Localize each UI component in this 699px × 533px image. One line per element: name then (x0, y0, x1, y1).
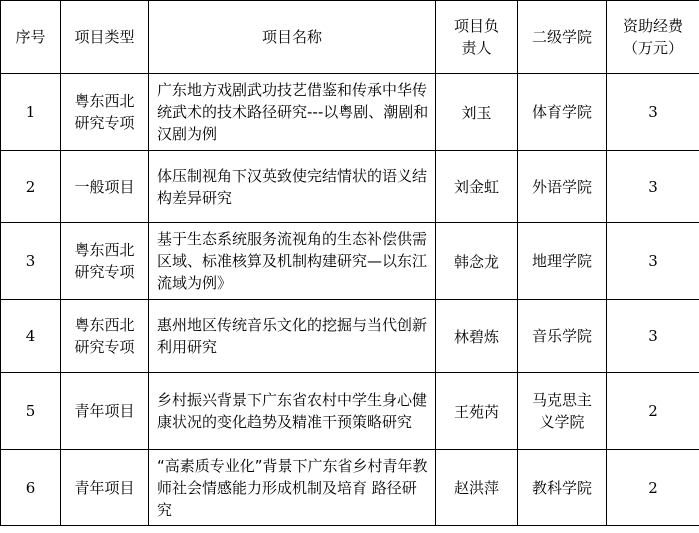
header-name: 项目名称 (149, 1, 436, 74)
row-type (61, 151, 149, 223)
row-lead: 林碧炼 (436, 300, 518, 373)
row-type (61, 223, 149, 300)
row-funding: 3 (607, 151, 699, 223)
header-lead-line2: 责人 (461, 39, 492, 57)
header-lead (436, 1, 518, 74)
row-college-line2: 义学院 (539, 413, 585, 431)
header-index: 序号 (1, 1, 61, 74)
row-lead: 王苑芮 (436, 373, 518, 450)
row-type-line1: 粤东西北 (74, 316, 135, 334)
row-college (518, 151, 607, 223)
header-funding (607, 1, 699, 74)
row-type (61, 373, 149, 450)
row-project-name: “高素质专业化”背景下广东省乡村青年教师社会情感能力形成机制及培育 路径研究 (149, 450, 436, 526)
row-project-name: 乡村振兴背景下广东省农村中学生身心健康状况的变化趋势及精准干预策略研究 (149, 373, 436, 450)
row-college (518, 74, 607, 151)
row-funding: 3 (607, 74, 699, 151)
table-row (1, 223, 699, 300)
table-header-row (1, 1, 699, 74)
row-type (61, 74, 149, 151)
row-college-line1: 地理学院 (531, 252, 592, 270)
header-funding-line1: 资助经费 (622, 17, 683, 35)
table-row (1, 74, 699, 151)
row-college-line1: 体育学院 (531, 103, 592, 121)
row-funding: 2 (607, 450, 699, 526)
row-project-name: 基于生态系统服务流视角的生态补偿供需区域、标准核算及机制构建研究—以东江流域为例》 (149, 223, 436, 300)
row-college-line1: 教科学院 (531, 478, 592, 497)
row-index: 4 (1, 300, 61, 373)
row-index: 2 (1, 151, 61, 223)
row-type (61, 300, 149, 373)
row-funding: 2 (607, 373, 699, 450)
header-funding-line2: （万元） (622, 39, 683, 57)
row-funding: 3 (607, 300, 699, 373)
row-project-name: 广东地方戏剧武功技艺借鉴和传承中华传统武术的技术路径研究---以粤剧、潮剧和汉剧为例 (149, 74, 436, 151)
row-college-line1: 马克思主 (531, 391, 592, 409)
row-college (518, 300, 607, 373)
row-type-line1: 一般项目 (74, 177, 135, 196)
table-row (1, 373, 699, 450)
row-lead: 韩念龙 (436, 223, 518, 300)
row-index: 1 (1, 74, 61, 151)
row-type-line1: 青年项目 (74, 478, 135, 497)
row-index: 3 (1, 223, 61, 300)
row-lead: 赵洪萍 (436, 450, 518, 526)
row-type-line1: 青年项目 (74, 402, 135, 420)
table-row (1, 151, 699, 223)
row-lead: 刘玉 (436, 74, 518, 151)
table-row (1, 450, 699, 526)
row-college (518, 373, 607, 450)
row-index: 6 (1, 450, 61, 526)
row-project-name: 惠州地区传统音乐文化的挖掘与当代创新利用研究 (149, 300, 436, 373)
header-type: 项目类型 (61, 1, 149, 74)
row-type-line2: 研究专项 (74, 338, 135, 356)
row-lead: 刘金虹 (436, 151, 518, 223)
row-college-line1: 音乐学院 (531, 327, 592, 345)
header-lead-line1: 项目负 (453, 17, 499, 35)
table-row (1, 300, 699, 373)
row-type-line2: 研究专项 (74, 114, 135, 132)
row-college (518, 450, 607, 526)
row-type-line1: 粤东西北 (74, 92, 135, 110)
row-type (61, 450, 149, 526)
row-funding: 3 (607, 223, 699, 300)
row-type-line2: 研究专项 (74, 263, 135, 281)
row-index: 5 (1, 373, 61, 450)
row-college (518, 223, 607, 300)
row-type-line1: 粤东西北 (74, 241, 135, 259)
header-college: 二级学院 (518, 1, 607, 74)
row-project-name: 体压制视角下汉英致使完结情状的语义结构差异研究 (149, 151, 436, 223)
row-college-line1: 外语学院 (531, 177, 592, 196)
